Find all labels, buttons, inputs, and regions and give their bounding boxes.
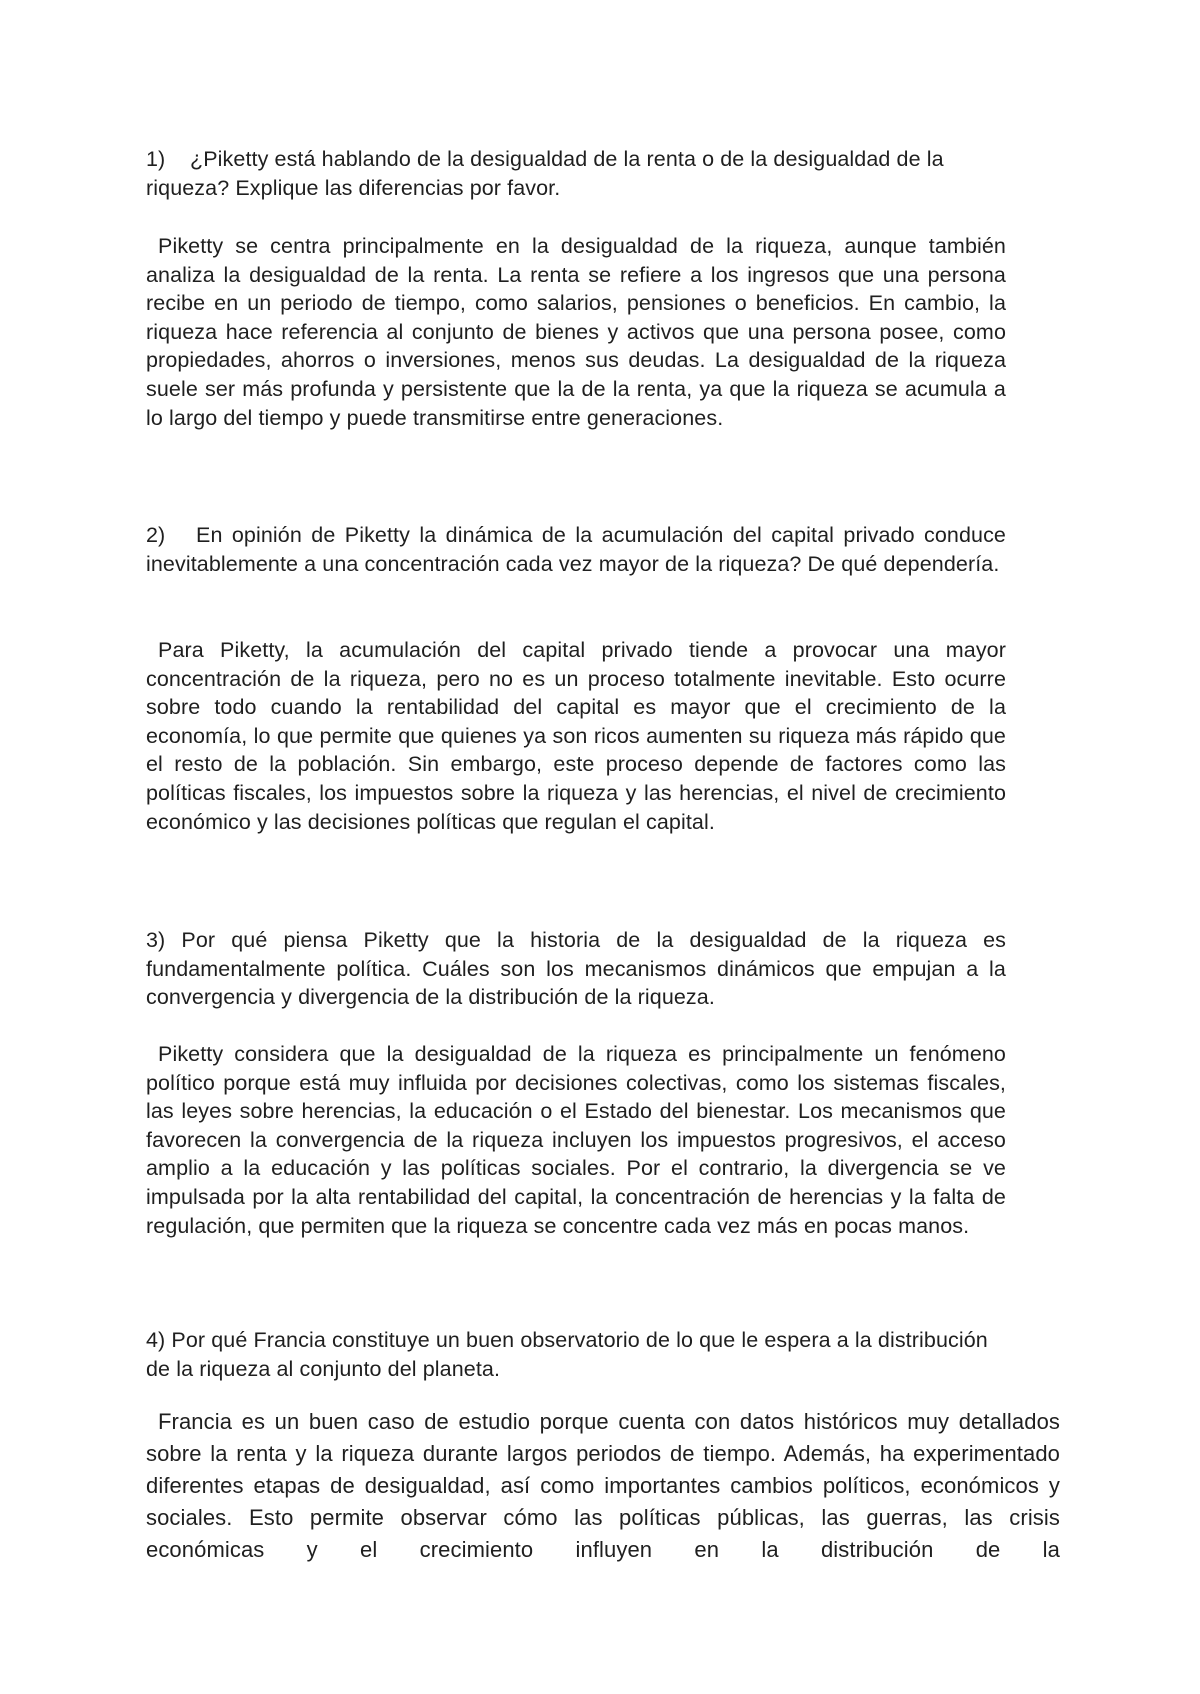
- question-1-text: ¿Piketty está hablando de la desigualdad de la renta o de la desigualdad de la riqueza? Explique las diferencias por favor.: [146, 147, 944, 200]
- question-4: [146, 1326, 1006, 1383]
- answer-3: [146, 1040, 1006, 1240]
- answer-4-text: Francia es un buen caso de estudio porque cuenta con datos históricos muy detallados sobre la renta y la riqueza durante largos periodos de tiempo. Además, ha experimentado diferentes etapas de desigualdad, así como importantes cambios políticos, económicos y sociales. Esto permite observar cómo las políticas públicas, las guerras, las crisis económicas y el crecimiento influyen en la distribución de la: [146, 1409, 1060, 1562]
- answer-1-text: Piketty se centra principalmente en la desigualdad de la riqueza, aunque también analiza la desigualdad de la renta. La renta se refiere a los ingresos que una persona recibe en un periodo de tiempo, como salarios, pensiones o beneficios. En cambio, la riqueza hace referencia al conjunto de bienes y activos que una persona posee, como propiedades, ahorros o inversiones, menos sus deudas. La desigualdad de la riqueza suele ser más profunda y persistente que la de la renta, ya que la riqueza se acumula a lo largo del tiempo y puede transmitirse entre generaciones.: [146, 234, 1006, 430]
- question-2: [146, 521, 1006, 578]
- question-3-number: 3): [146, 928, 166, 952]
- question-2-text: En opinión de Piketty la dinámica de la acumulación del capital privado conduce inevitablemente a una concentración cada vez mayor de la riqueza? De qué dependería.: [146, 523, 1006, 576]
- question-3-text: Por qué piensa Piketty que la historia de la desigualdad de la riqueza es fundamentalmente política. Cuáles son los mecanismos dinámicos que empujan a la convergencia y divergencia de la distribución de la riqueza.: [146, 928, 1006, 1010]
- question-4-number: 4): [146, 1328, 166, 1352]
- answer-1: [146, 232, 1006, 432]
- question-3: [146, 926, 1006, 1012]
- answer-3-text: Piketty considera que la desigualdad de la riqueza es principalmente un fenómeno político porque está muy influida por decisiones colectivas, como los sistemas fiscales, las leyes sobre herencias, la educación o el Estado del bienestar. Los mecanismos que favorecen la convergencia de la riqueza incluyen los impuestos progresivos, el acceso amplio a la educación y las políticas sociales. Por el contrario, la divergencia se ve impulsada por la alta rentabilidad del capital, la concentración de herencias y la falta de regulación, que permiten que la riqueza se concentre cada vez más en pocas manos.: [146, 1042, 1006, 1238]
- question-2-number: 2): [146, 523, 166, 547]
- answer-2-text: Para Piketty, la acumulación del capital privado tiende a provocar una mayor concentración de la riqueza, pero no es un proceso totalmente inevitable. Esto ocurre sobre todo cuando la rentabilidad del capital es mayor que el crecimiento de la economía, lo que permite que quienes ya son ricos aumenten su riqueza más rápido que el resto de la población. Sin embargo, este proceso depende de factores como las políticas fiscales, los impuestos sobre la riqueza y las herencias, el nivel de crecimiento económico y las decisiones políticas que regulan el capital.: [146, 638, 1006, 834]
- question-1-number: 1): [146, 147, 166, 171]
- answer-2: [146, 636, 1006, 836]
- answer-4: [146, 1406, 1060, 1566]
- question-4-text: Por qué Francia constituye un buen observatorio de lo que le espera a la distribución de la riqueza al conjunto del planeta.: [146, 1328, 988, 1381]
- question-1: [146, 145, 1016, 202]
